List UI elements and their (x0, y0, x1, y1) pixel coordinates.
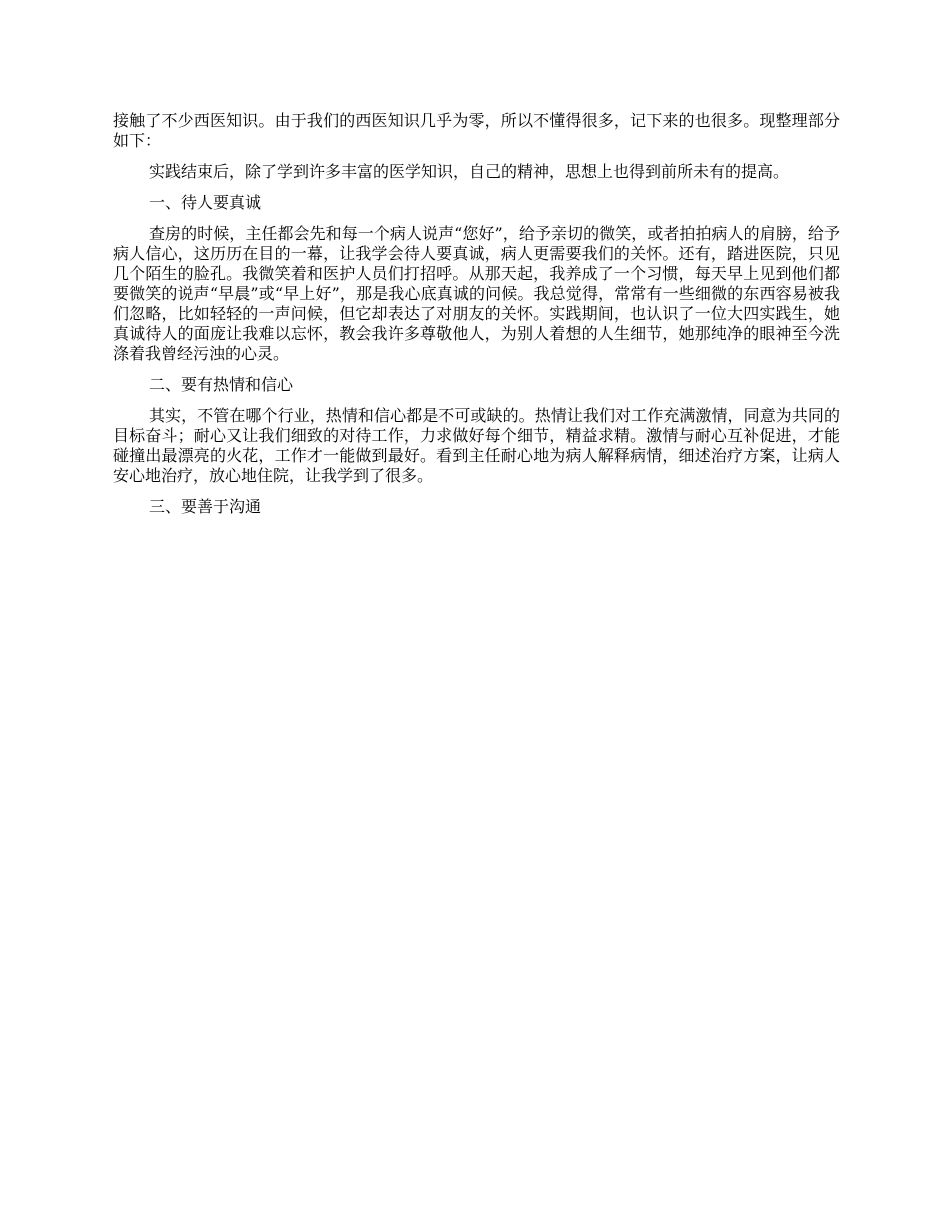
paragraph-summary: 实践结束后，除了学到许多丰富的医学知识，自己的精神，思想上也得到前所未有的提高。 (149, 162, 790, 181)
document-page (113, 111, 840, 528)
section-heading-communication: 三、要善于沟通 (149, 497, 262, 516)
section-heading-sincerity: 一、待人要真诚 (149, 193, 262, 212)
paragraph-intro: 接触了不少西医知识。由于我们的西医知识几乎为零，所以不懂得很多，记下来的也很多。现整理部分如下： (113, 111, 840, 150)
paragraph-sincerity: 查房的时候，主任都会先和每一个病人说声“您好”，给予亲切的微笑，或者拍拍病人的肩膀，给予病人信心，这历历在目的一幕，让我学会待人要真诚，病人更需要我们的关怀。还有，踏进医院，只见几个陌生的脸孔。我微笑着和医护人员们打招呼。从那天起，我养成了一个习惯，每天早上见到他们都要微笑的说声“早晨”或“早上好”，那是我心底真诚的问候。我总觉得，常常有一些细微的东西容易被我们忽略，比如轻轻的一声问候，但它却表达了对朋友的关怀。实践期间，也认识了一位大四实践生，她真诚待人的面庞让我难以忘怀，教会我许多尊敬他人，为别人着想的人生细节，她那纯净的眼神至今洗涤着我曾经污浊的心灵。 (113, 224, 840, 363)
section-heading-passion: 二、要有热情和信心 (149, 375, 294, 394)
paragraph-passion: 其实，不管在哪个行业，热情和信心都是不可或缺的。热情让我们对工作充满激情，同意为共同的目标奋斗；耐心又让我们细致的对待工作，力求做好每个细节，精益求精。激情与耐心互补促进，才能碰撞出最漂亮的火花，工作才一能做到最好。看到主任耐心地为病人解释病情，细述治疗方案，让病人安心地治疗，放心地住院，让我学到了很多。 (113, 406, 840, 485)
